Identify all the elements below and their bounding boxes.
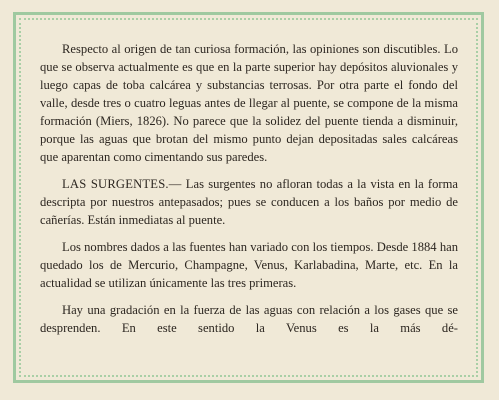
paragraph-gradacion: [40, 301, 458, 337]
section-heading: LAS SURGENTES.—: [62, 177, 182, 191]
paragraph-text: Las surgentes no afloran todas a la vista en la forma descripta por nuestros antepasados; pues se conducen a los baños por medio de cañerías. Están inmediatas al puente.: [40, 177, 459, 227]
paragraph-text: Los nombres dados a las fuentes han variado con los tiempos. Desde 1884 han quedado los de Mercurio, Champagne, Venus, Karlabadina, Marte, etc. En la actualidad se utilizan únicamente las tres primeras.: [40, 240, 458, 290]
body-text: [40, 40, 458, 346]
paragraph-origin: [40, 40, 458, 166]
paragraph-nombres: [40, 238, 458, 292]
paragraph-surgentes: [40, 175, 458, 229]
paragraph-text: Hay una gradación en la fuerza de las aguas con relación a los gases que se desprenden. En este sentido la Venus es la más dé-: [40, 303, 458, 335]
paragraph-text: Respecto al origen de tan curiosa formación, las opiniones son discutibles. Lo que se observa actualmente es que en la parte superior hay depósitos aluvionales y luego capas de toba calcárea y substancias terrosas. Por otra parte el fondo del valle, desde tres o cuatro leguas antes de llegar al puente, se compone de la misma formación (Miers, 1826). No parece que la solidez del puente tienda a disminuir, porque las aguas que brotan del mismo punto dejan depositadas sales calcáreas que aparentan como cimentando sus paredes.: [40, 42, 458, 164]
